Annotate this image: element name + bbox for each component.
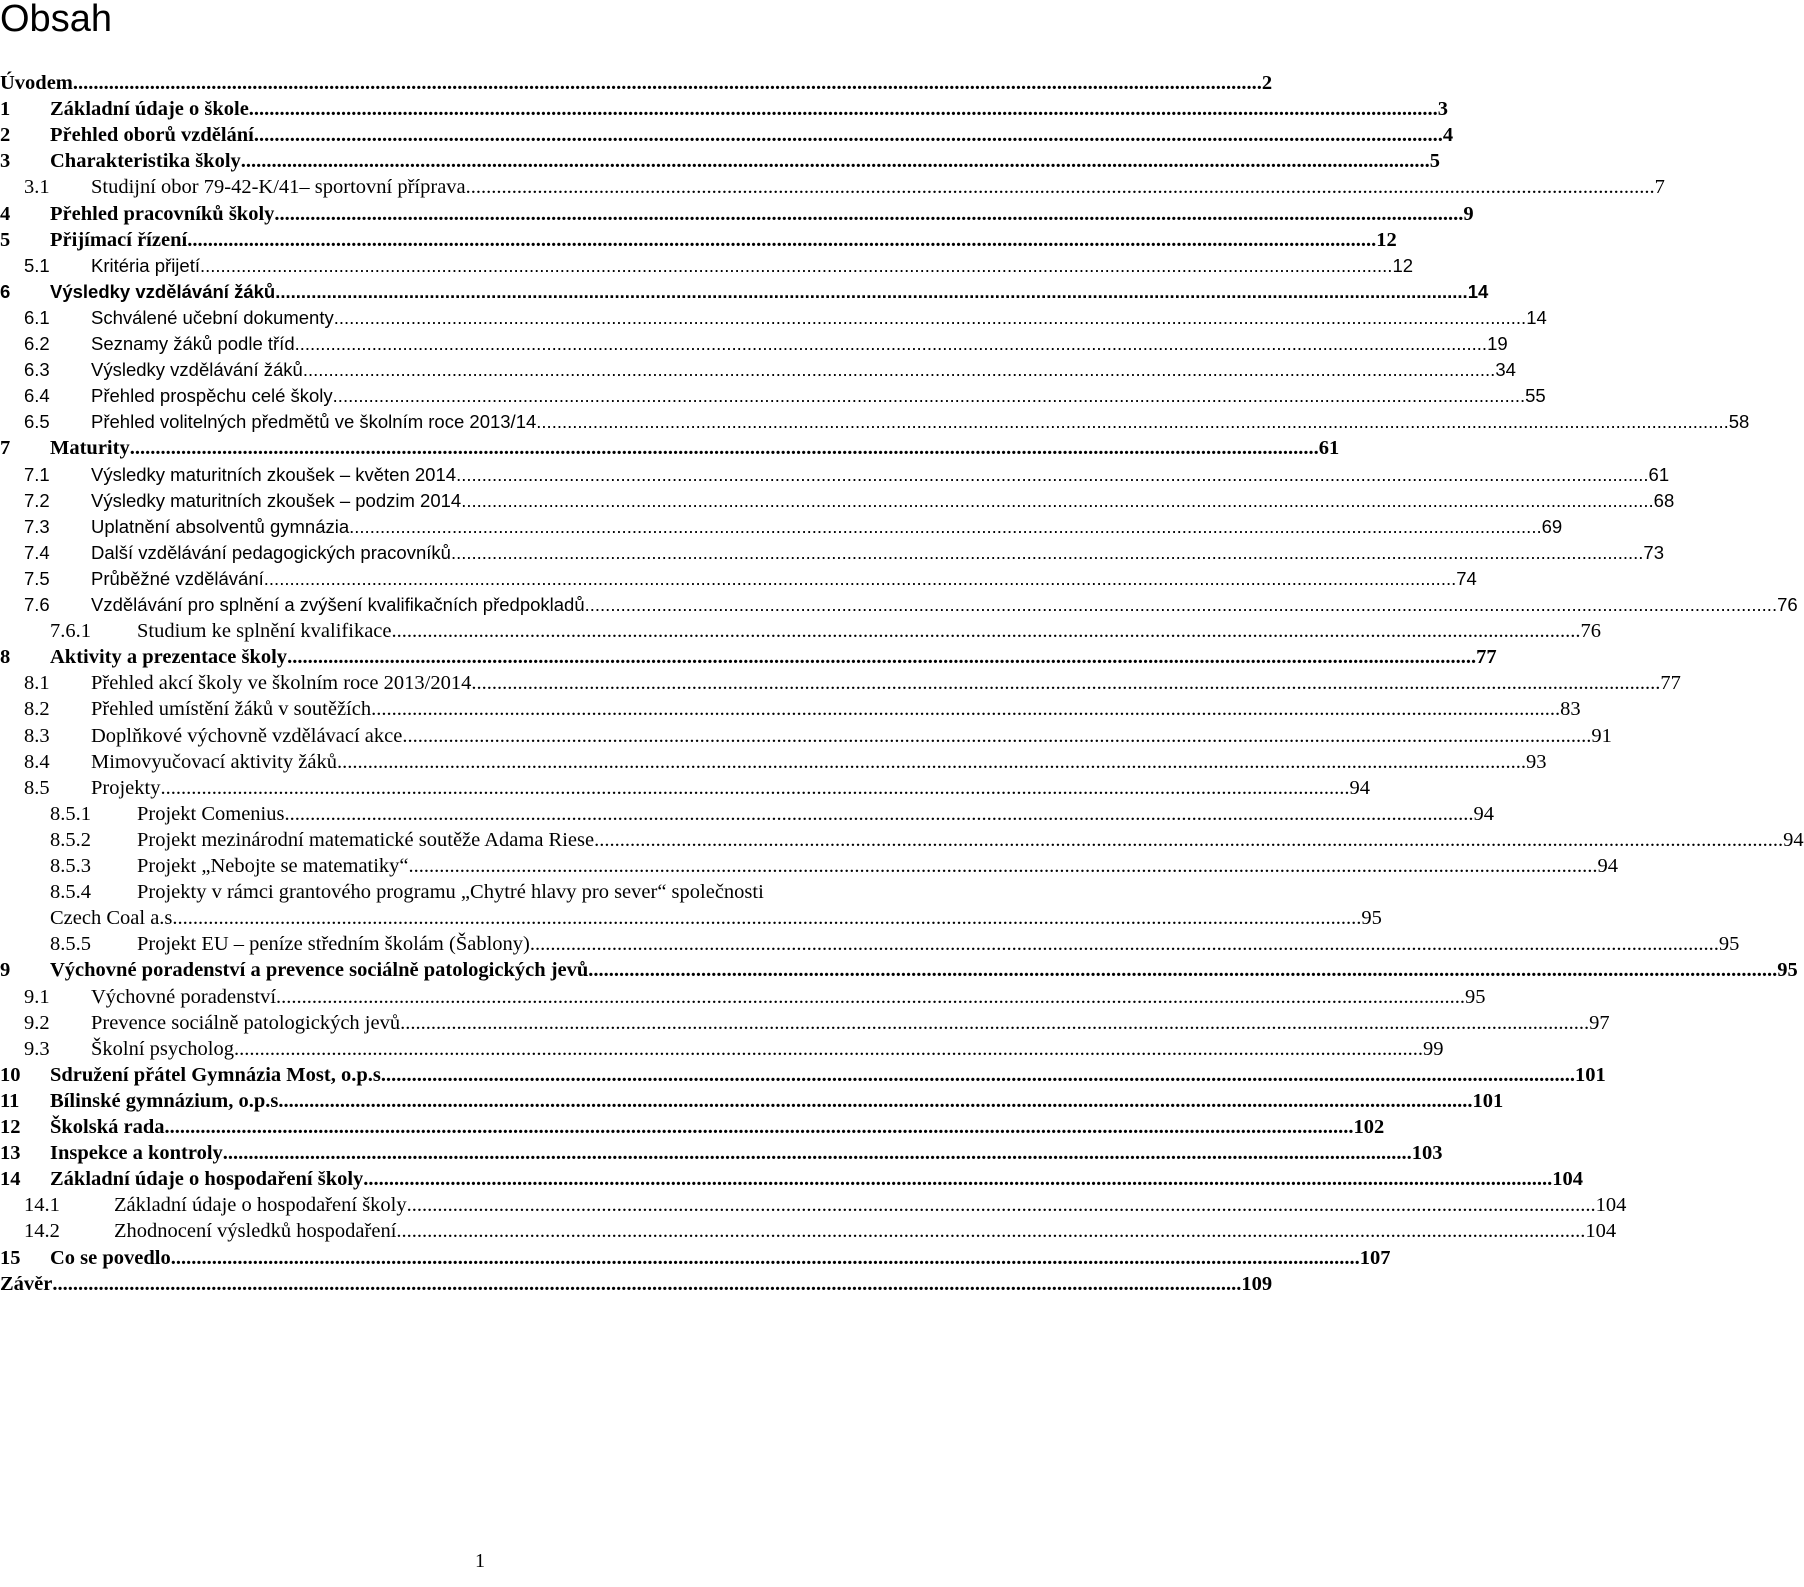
toc-entry-page: 9 bbox=[1463, 202, 1474, 225]
toc-entry-title: Výchovné poradenství a prevence sociálně patologických jevů bbox=[50, 959, 589, 982]
toc-entry-number: 12 bbox=[0, 1116, 21, 1138]
toc-entry-page: 14 bbox=[1467, 280, 1489, 302]
toc-entry-number: 4 bbox=[0, 202, 11, 225]
toc-entry-title: Základní údaje o škole bbox=[50, 98, 249, 121]
toc-entry-number: 7.6 bbox=[24, 594, 50, 615]
toc-entry-title: Výsledky vzdělávání žáků bbox=[50, 280, 276, 302]
toc-entry-page: 103 bbox=[1411, 1142, 1443, 1165]
toc-entry-number: 8.4 bbox=[24, 750, 50, 773]
dot-leader bbox=[275, 279, 1467, 305]
toc-entry-number: 7 bbox=[0, 437, 11, 460]
toc-entry-number: 8.5.4 bbox=[50, 881, 91, 904]
dot-leader bbox=[287, 644, 1476, 670]
toc-entry-page: 3 bbox=[1437, 98, 1449, 121]
dot-leader bbox=[536, 409, 1728, 435]
toc-entry-number: 8.5.2 bbox=[50, 828, 91, 851]
toc-entry-title: Inspekce a kontroly bbox=[50, 1142, 223, 1165]
toc-entry[interactable] bbox=[24, 354, 1516, 383]
toc-entry[interactable] bbox=[24, 406, 1750, 435]
toc-entry-title: Prevence sociálně patologických jevů bbox=[91, 1011, 401, 1034]
toc-entry-page: 73 bbox=[1643, 541, 1664, 563]
toc-entry[interactable] bbox=[0, 119, 1454, 148]
toc-entry-page: 102 bbox=[1353, 1116, 1385, 1138]
toc-entry-page: 101 bbox=[1574, 1063, 1606, 1086]
dot-leader bbox=[264, 566, 1456, 592]
toc-entry-continuation[interactable] bbox=[50, 902, 1382, 931]
toc-entry[interactable] bbox=[24, 459, 1670, 488]
toc-entry[interactable] bbox=[0, 432, 1340, 461]
toc-entry-title: Výchovné poradenství bbox=[91, 985, 277, 1008]
toc-entry-title: Další vzdělávání pedagogických pracovníků bbox=[91, 541, 451, 563]
toc-entry[interactable] bbox=[0, 1111, 1385, 1140]
dot-leader bbox=[402, 723, 1591, 749]
dot-leader bbox=[187, 227, 1376, 253]
toc-entry[interactable] bbox=[24, 171, 1665, 200]
toc-entry[interactable] bbox=[50, 798, 1494, 827]
dot-leader bbox=[407, 1192, 1596, 1218]
toc-entry-title: Projekty bbox=[91, 776, 161, 799]
toc-entry[interactable] bbox=[0, 1059, 1606, 1088]
dot-leader bbox=[349, 514, 1541, 540]
toc-entry-title: Projekty v rámci grantového programu „Chytré hlavy pro sever“ společnosti bbox=[137, 881, 764, 904]
dot-leader bbox=[165, 1114, 1354, 1140]
dot-leader bbox=[392, 618, 1581, 644]
dot-leader bbox=[284, 1088, 1473, 1114]
toc-entry[interactable] bbox=[24, 693, 1581, 722]
toc-entry-number: 14.2 bbox=[24, 1220, 60, 1243]
toc-entry-title: Projekt EU – peníze středním školám (Šablony) bbox=[137, 933, 530, 956]
toc-entry[interactable] bbox=[24, 720, 1612, 749]
toc-entry-page: 68 bbox=[1653, 489, 1675, 511]
toc-entry[interactable] bbox=[50, 850, 1619, 879]
toc-entry-title: Aktivity a prezentace školy bbox=[50, 646, 288, 669]
toc-entry-page: 107 bbox=[1359, 1246, 1391, 1269]
dot-leader bbox=[171, 1245, 1360, 1271]
toc-entry-number: 15 bbox=[0, 1246, 21, 1269]
toc-entry-page: 4 bbox=[1442, 124, 1454, 147]
toc-entry[interactable] bbox=[24, 981, 1486, 1010]
dot-leader bbox=[466, 174, 1655, 200]
toc-entry[interactable] bbox=[0, 1085, 1504, 1114]
toc-entry-number: 3 bbox=[0, 150, 11, 173]
toc-entry-number: 1 bbox=[0, 98, 11, 121]
toc-entry-title: Školní psycholog bbox=[91, 1037, 234, 1060]
toc-entry-number: 9.3 bbox=[24, 1037, 50, 1060]
toc-entry[interactable] bbox=[24, 537, 1664, 566]
dot-leader bbox=[200, 253, 1392, 279]
toc-entry-page: 94 bbox=[1597, 855, 1619, 877]
dot-leader bbox=[363, 1166, 1552, 1192]
dot-leader bbox=[530, 931, 1719, 957]
toc-entry[interactable] bbox=[24, 485, 1675, 514]
toc-entry-number: 6 bbox=[0, 280, 11, 302]
dot-leader bbox=[409, 853, 1598, 879]
toc-entry-number: 8.5.3 bbox=[50, 855, 91, 877]
toc-entry-number: 8.2 bbox=[24, 698, 50, 721]
toc-entry-title: Studium ke splnění kvalifikace bbox=[137, 620, 392, 643]
toc-entry-number: 6.1 bbox=[24, 306, 50, 328]
toc-entry-number: 7.3 bbox=[24, 515, 50, 537]
toc-entry-title: Základní údaje o hospodaření školy bbox=[50, 1168, 364, 1191]
toc-entry[interactable] bbox=[24, 1215, 1617, 1244]
toc-entry-number: 10 bbox=[0, 1063, 21, 1086]
toc-entry-title: Projekt Comenius bbox=[137, 802, 285, 825]
toc-entry[interactable] bbox=[50, 615, 1601, 644]
toc-entry-page: 101 bbox=[1472, 1089, 1504, 1112]
toc-entry-title: Přehled akcí školy ve školním roce 2013/2014 bbox=[91, 672, 472, 695]
toc-entry[interactable] bbox=[24, 328, 1508, 357]
toc-entry[interactable] bbox=[0, 67, 1273, 96]
dot-leader bbox=[130, 435, 1319, 461]
toc-entry-number: 13 bbox=[0, 1142, 21, 1165]
dot-leader bbox=[585, 592, 1777, 618]
toc-entry-number: 5 bbox=[0, 228, 11, 251]
toc-entry-page: 76 bbox=[1580, 620, 1601, 643]
toc-entry-page: 97 bbox=[1589, 1011, 1610, 1034]
toc-entry-number: 11 bbox=[0, 1089, 20, 1112]
toc-entry-number: 8.5 bbox=[24, 776, 50, 799]
toc-entry-page: 95 bbox=[1777, 959, 1798, 982]
dot-leader bbox=[223, 1140, 1412, 1166]
toc-entry-page: 93 bbox=[1525, 750, 1547, 773]
dot-leader bbox=[386, 1062, 1575, 1088]
toc-entry[interactable] bbox=[24, 1033, 1444, 1062]
toc-entry-page: 76 bbox=[1777, 594, 1798, 615]
dot-leader bbox=[295, 331, 1487, 357]
toc-entry-title: Vzdělávání pro splnění a zvýšení kvalifikačních předpokladů bbox=[91, 594, 585, 615]
toc-entry-page: 94 bbox=[1473, 802, 1494, 825]
toc-entry-number: 7.1 bbox=[24, 463, 50, 485]
dot-leader bbox=[333, 383, 1525, 409]
dot-leader bbox=[334, 305, 1526, 331]
toc-entry-title: Maturity bbox=[50, 437, 130, 460]
dot-leader bbox=[461, 488, 1653, 514]
toc-entry-number: 9.2 bbox=[24, 1011, 50, 1034]
toc-entry[interactable] bbox=[50, 876, 948, 905]
toc-entry-title: Přehled pracovníků školy bbox=[50, 202, 275, 225]
toc-entry-page: 19 bbox=[1487, 333, 1508, 354]
toc-entry-page: 77 bbox=[1660, 672, 1681, 695]
toc-entry[interactable] bbox=[24, 667, 1681, 696]
dot-leader bbox=[274, 201, 1463, 227]
dot-leader bbox=[303, 357, 1495, 383]
toc-entry-title: Výsledky vzdělávání žáků bbox=[91, 359, 303, 381]
toc-entry-number: 14 bbox=[0, 1168, 21, 1191]
toc-entry[interactable] bbox=[0, 93, 1449, 122]
toc-entry-title: Doplňkové výchovně vzdělávací akce bbox=[91, 724, 403, 747]
toc-entry-number: 8.1 bbox=[24, 672, 50, 695]
toc-entry[interactable] bbox=[24, 1007, 1610, 1036]
page-number: 1 bbox=[475, 1550, 485, 1572]
toc-entry-number: 7.4 bbox=[24, 541, 50, 563]
toc-entry-title: Přijímací řízení bbox=[50, 228, 188, 251]
toc-entry-page: 104 bbox=[1585, 1220, 1617, 1243]
toc-entry-number: 8.3 bbox=[24, 724, 50, 747]
dot-leader bbox=[172, 905, 1361, 931]
dot-leader bbox=[249, 96, 1438, 122]
toc-entry-number: 6.5 bbox=[24, 411, 50, 433]
toc-entry[interactable] bbox=[0, 641, 1497, 670]
toc-entry[interactable] bbox=[0, 954, 1798, 983]
toc-entry-title: Školská rada bbox=[50, 1116, 165, 1138]
toc-entry-title: Seznamy žáků podle tříd bbox=[91, 333, 295, 354]
toc-entry-page: 61 bbox=[1318, 437, 1340, 460]
toc-entry-number: 14.1 bbox=[24, 1194, 60, 1217]
dot-leader bbox=[456, 462, 1648, 488]
toc-entry-title: Kritéria přijetí bbox=[91, 254, 200, 276]
toc-entry-page: 12 bbox=[1376, 228, 1397, 251]
toc-entry[interactable] bbox=[0, 276, 1489, 305]
toc-entry[interactable] bbox=[24, 250, 1414, 279]
dot-leader bbox=[594, 827, 1783, 853]
toc-entry-page: 7 bbox=[1654, 176, 1665, 199]
toc-entry-title: Projekt „Nebojte se matematiky“ bbox=[137, 855, 409, 877]
toc-entry-title: Sdružení přátel Gymnázia Most, o.p.s. bbox=[50, 1063, 386, 1086]
toc-entry-page: 55 bbox=[1525, 385, 1546, 407]
toc-entry-title: Přehled oborů vzdělání bbox=[50, 124, 254, 147]
toc-entry-title: Přehled umístění žáků v soutěžích bbox=[91, 698, 372, 721]
toc-entry-number: 8 bbox=[0, 646, 11, 669]
toc-entry-page: 95 bbox=[1718, 933, 1740, 956]
toc-entry-title: Mimovyučovací aktivity žáků bbox=[91, 750, 337, 773]
toc-entry-page: 77 bbox=[1476, 646, 1497, 669]
toc-entry-title: Přehled volitelných předmětů ve školním roce 2013/14 bbox=[91, 411, 537, 433]
toc-entry-number: 6.4 bbox=[24, 385, 50, 407]
toc-entry-number: 7.5 bbox=[24, 567, 50, 589]
toc-entry[interactable] bbox=[50, 928, 1740, 957]
toc-entry-number: 6.2 bbox=[24, 333, 50, 354]
toc-entry-page: 12 bbox=[1392, 254, 1414, 276]
toc-entry-page: 91 bbox=[1591, 724, 1612, 747]
toc-entry-page: 61 bbox=[1648, 463, 1670, 485]
dot-leader bbox=[254, 122, 1443, 148]
toc-entry[interactable] bbox=[24, 746, 1547, 775]
toc-entry-title: Schválené učební dokumenty bbox=[91, 306, 334, 328]
toc-entry-title: Průběžné vzdělávání bbox=[91, 567, 264, 589]
dot-leader bbox=[400, 1010, 1589, 1036]
dot-leader bbox=[52, 1271, 1241, 1297]
page-title: Obsah bbox=[0, 0, 112, 40]
dot-leader bbox=[284, 801, 1473, 827]
toc-entry-title: Projekt mezinárodní matematické soutěže Adama Riese bbox=[137, 828, 595, 851]
toc-entry-page: 109 bbox=[1241, 1272, 1273, 1295]
dot-leader bbox=[337, 749, 1526, 775]
toc-entry[interactable] bbox=[24, 1189, 1627, 1218]
toc-entry[interactable] bbox=[50, 824, 1804, 853]
toc-entry-number: 6.3 bbox=[24, 359, 50, 381]
toc-entry-number: 5.1 bbox=[24, 254, 50, 276]
toc-entry-page: 94 bbox=[1783, 828, 1804, 851]
toc-entry[interactable] bbox=[0, 1163, 1584, 1192]
toc-entry[interactable] bbox=[24, 589, 1798, 618]
toc-entry[interactable] bbox=[24, 302, 1547, 331]
dot-leader bbox=[241, 148, 1430, 174]
toc-entry-title: Zhodnocení výsledků hospodaření bbox=[114, 1220, 397, 1243]
toc-entry-number: 9.1 bbox=[24, 985, 50, 1008]
toc-entry-page: 104 bbox=[1552, 1168, 1584, 1191]
toc-entry-number: 7.6.1 bbox=[50, 620, 91, 643]
toc-entry[interactable] bbox=[24, 511, 1563, 540]
dot-leader bbox=[471, 670, 1660, 696]
toc-entry-number: 8.5.1 bbox=[50, 802, 91, 825]
toc-entry-title: Základní údaje o hospodaření školy bbox=[114, 1194, 407, 1217]
toc-entry-title: Úvodem bbox=[0, 72, 73, 94]
toc-entry-page: 104 bbox=[1595, 1194, 1627, 1217]
toc-entry-page: 2 bbox=[1261, 72, 1273, 94]
toc-entry-title: Přehled prospěchu celé školy bbox=[91, 385, 333, 407]
toc-entry[interactable] bbox=[0, 1242, 1391, 1271]
toc-entry[interactable] bbox=[0, 198, 1474, 227]
dot-leader bbox=[371, 696, 1560, 722]
toc-entry-page: 99 bbox=[1422, 1037, 1444, 1060]
toc-entry[interactable] bbox=[0, 224, 1397, 253]
toc-entry-page: 94 bbox=[1349, 776, 1370, 799]
dot-leader bbox=[588, 957, 1777, 983]
toc-entry-page: 5 bbox=[1429, 150, 1441, 173]
toc-entry-number: 3.1 bbox=[24, 176, 50, 199]
toc-entry-title: Charakteristika školy bbox=[50, 150, 241, 173]
toc-entry[interactable] bbox=[24, 563, 1477, 592]
toc-entry[interactable] bbox=[0, 1268, 1273, 1297]
toc-entry-page: 34 bbox=[1495, 359, 1516, 381]
toc-entry-title: Výsledky maturitních zkoušek – květen 2014 bbox=[91, 463, 457, 485]
toc-entry-number: 2 bbox=[0, 124, 11, 147]
toc-entry-title: Závěr bbox=[0, 1272, 53, 1295]
toc-entry-page: 69 bbox=[1541, 515, 1563, 537]
toc-entry-number: 7.2 bbox=[24, 489, 50, 511]
toc-entry-page: 95 bbox=[1465, 985, 1486, 1008]
dot-leader bbox=[396, 1218, 1585, 1244]
toc-entry-title: Výsledky maturitních zkoušek – podzim 2014 bbox=[91, 489, 462, 511]
dot-leader bbox=[451, 540, 1643, 566]
dot-leader bbox=[234, 1036, 1423, 1062]
toc-entry-title: Bílinské gymnázium, o.p.s. bbox=[50, 1089, 284, 1112]
toc-entry-title: Studijní obor 79-42-K/41– sportovní příprava bbox=[91, 176, 466, 199]
dot-leader bbox=[73, 70, 1262, 96]
dot-leader bbox=[276, 984, 1465, 1010]
toc-entry[interactable] bbox=[24, 772, 1370, 801]
toc-entry-page: 58 bbox=[1728, 411, 1750, 433]
toc-entry[interactable] bbox=[0, 145, 1441, 174]
toc-entry-page: 74 bbox=[1456, 567, 1477, 589]
toc-entry-title: Uplatnění absolventů gymnázia bbox=[91, 515, 350, 537]
toc-entry-page: 95 bbox=[1361, 907, 1382, 930]
toc-entry-page: 83 bbox=[1560, 698, 1581, 721]
toc-entry[interactable] bbox=[0, 1137, 1443, 1166]
toc-entry-page: 14 bbox=[1526, 306, 1547, 328]
toc-entry-title: Co se povedlo bbox=[50, 1246, 171, 1269]
toc-entry[interactable] bbox=[24, 380, 1546, 409]
toc-entry-title-continuation: Czech Coal a.s bbox=[50, 907, 173, 930]
toc-entry-number: 9 bbox=[0, 959, 11, 982]
dot-leader bbox=[160, 775, 1349, 801]
toc-entry-number: 8.5.5 bbox=[50, 933, 91, 956]
